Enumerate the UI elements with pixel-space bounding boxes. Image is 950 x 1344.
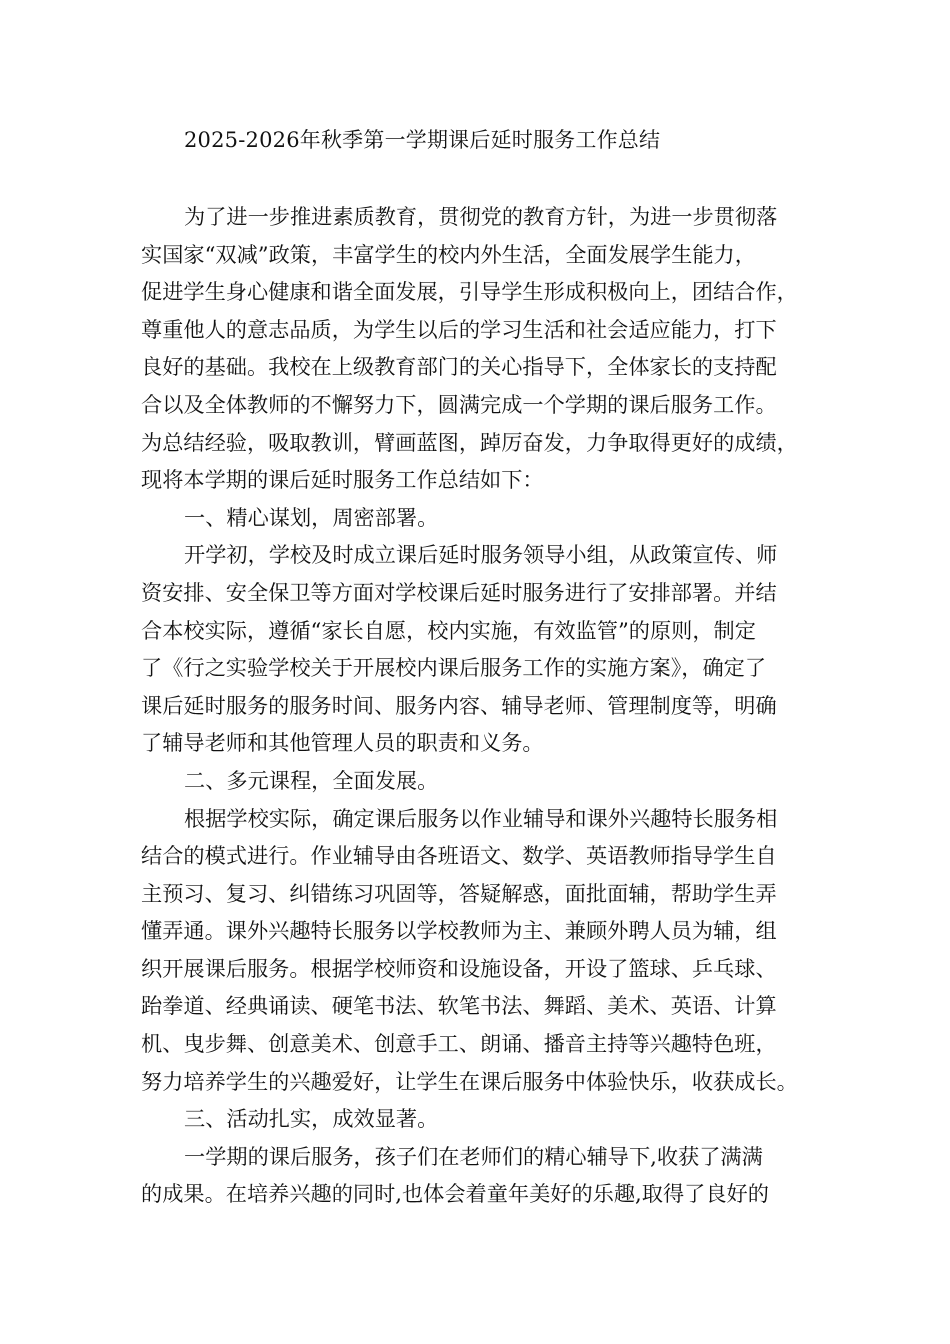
text-line: 织开展课后服务。根据学校师资和设施设备，开设了篮球、乒乓球、 (141, 955, 777, 981)
text-line: 懂弄通。课外兴趣特长服务以学校教师为主、兼顾外聘人员为辅，组 (141, 918, 777, 944)
text-line: 良好的基础。我校在上级教育部门的关心指导下，全体家长的支持配 (141, 354, 777, 380)
text-line: 了《行之实验学校关于开展校内课后服务工作的实施方案》，确定了 (141, 655, 767, 681)
text-line: 的成果。在培养兴趣的同时,也体会着童年美好的乐趣,取得了良好的 (141, 1181, 769, 1207)
text-line: 为了进一步推进素质教育，贯彻党的教育方针，为进一步贯彻落 (184, 204, 778, 229)
text-line: 尊重他人的意志品质，为学生以后的学习生活和社会适应能力，打下 (141, 316, 777, 342)
text-line: 一、精心谋划，周密部署。 (184, 504, 439, 530)
text-line: 根据学校实际，确定课后服务以作业辅导和课外兴趣特长服务相 (184, 805, 778, 831)
text-line: 主预习、复习、纠错练习巩固等，答疑解惑，面批面辅，帮助学生弄 (141, 880, 777, 906)
text-line: 努力培养学生的兴趣爱好，让学生在课后服务中体验快乐，收获成长。 (141, 1068, 798, 1094)
document-title: 2025-2026年秋季第一学期课后延时服务工作总结 (184, 128, 661, 152)
text-line: 一学期的课后服务，孩子们在老师们的精心辅导下,收获了满满 (184, 1143, 763, 1169)
text-line: 机、曳步舞、创意美术、创意手工、朗诵、播音主持等兴趣特色班， (141, 1031, 777, 1057)
text-line: 资安排、安全保卫等方面对学校课后延时服务进行了安排部署。并结 (141, 579, 777, 605)
text-line: 现将本学期的课后延时服务工作总结如下： (141, 467, 544, 493)
document-body (141, 198, 831, 1213)
text-line: 合本校实际，遵循“家长自愿，校内实施，有效监管”的原则，制定 (141, 617, 756, 643)
text-line: 开学初，学校及时成立课后延时服务领导小组，从政策宣传、师 (184, 542, 778, 568)
text-line: 二、多元课程，全面发展。 (184, 767, 439, 793)
text-line: 实国家“双减”政策，丰富学生的校内外生活，全面发展学生能力， (141, 241, 756, 267)
text-line: 课后延时服务的服务时间、服务内容、辅导老师、管理制度等，明确 (141, 692, 777, 718)
text-line: 结合的模式进行。作业辅导由各班语文、数学、英语教师指导学生自 (141, 843, 777, 869)
text-line: 跆拳道、经典诵读、硬笔书法、软笔书法、舞蹈、美术、英语、计算 (141, 993, 777, 1019)
text-line: 合以及全体教师的不懈努力下，圆满完成一个学期的课后服务工作。 (141, 391, 777, 417)
text-line: 促进学生身心健康和谐全面发展，引导学生形成积极向上，团结合作， (141, 279, 798, 305)
text-line: 了辅导老师和其他管理人员的职责和义务。 (141, 730, 544, 756)
text-line: 三、活动扎实，成效显著。 (184, 1106, 439, 1132)
text-line: 为总结经验，吸取教训，臂画蓝图，踔厉奋发，力争取得更好的成绩， (141, 429, 798, 455)
